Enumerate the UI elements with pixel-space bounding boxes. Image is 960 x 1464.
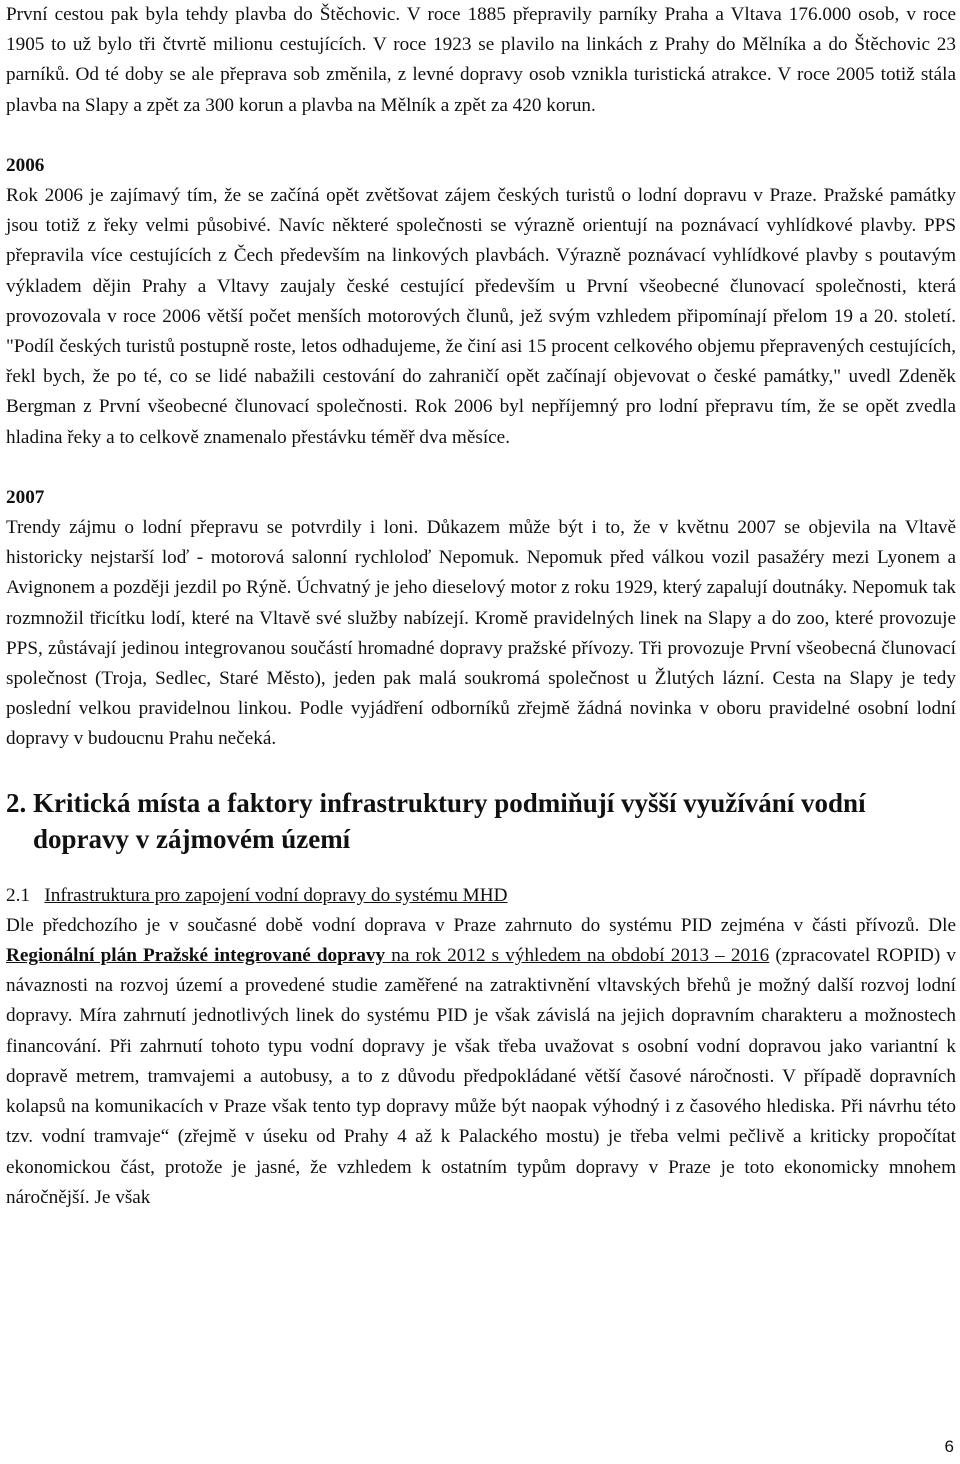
subsection-text-part2: (zpracovatel ROPID) v návaznosti na rozvoj území a provedené studie zaměřené na zatraktivnění vltavských břehů je možný další rozvoj lodní dopravy. Míra zahrnutí jednotlivých linek do systému PID je však závislá na jejich dopravním charakteru a možnostech financování. Při zahrnutí tohoto typu vodní dopravy je však třeba uvažovat s osobní vodní dopravou jako variantní k dopravě metrem, tramvajemi a autobusy, a to z důvodu předpokládané větší časové náročnosti. V případě dopravních kolapsů na komunikacích v Praze však tento typ dopravy může být naopak výhodný i z časového hlediska. Při návrhu této tzv. vodní tramvaje“ (zřejmě v úseku od Prahy 4 až k Palackého mostu) je třeba velmi pečlivě a kriticky propočítat ekonomickou část, protože je jasné, že vzhledem k ostatním typům dopravy v Praze je toto ekonomicky mnohem náročnější. Je však: [6, 945, 957, 1208]
subsection-text: [6, 911, 956, 1213]
regional-plan-link[interactable]: Regionální plán Pražské integrované dopravy: [6, 945, 386, 967]
section-2006-text: Rok 2006 je zajímavý tím, že se začíná opět zvětšovat zájem českých turistů o lodní dopravu v Praze. Pražské památky jsou totiž z řeky velmi působivé. Navíc některé společnosti se výrazně orientují na poznávací vyhlídkové plavby. PPS přepravila více cestujících z Čech především na linkových plavbách. Výrazně poznávací vyhlídkové plavby s poutavým výkladem dějin Prahy a Vltavy zaujaly české cestující především u První všeobecné člunovací společnosti, která provozovala v roce 2006 větší počet menších motorových člunů, jež svým vzhledem připomínají přelom 19 a 20. století. "Podíl českých turistů postupně roste, letos odhadujeme, že činí asi 15 procent celkového objemu přepravených cestujících, řekl bych, že po té, co se lidé nabažili cestování do zahraničí opět začínají objevovat o české památky," uvedl Zdeněk Bergman z První všeobecné člunovací společnosti. Rok 2006 byl nepříjemný pro lodní přepravu tím, že se opět zvedla hladina řeky a to celkově znamenalo přestávku téměř dva měsíce.: [6, 185, 956, 448]
subsection-title: Infrastruktura pro zapojení vodní dopravy do systému MHD: [44, 884, 508, 906]
document-page: [6, 0, 956, 1213]
regional-plan-link-period[interactable]: na rok 2012 s výhledem na období 2013 – 2016: [385, 945, 770, 967]
spacer: [6, 857, 956, 881]
spacer: [6, 755, 956, 785]
spacer: [6, 121, 956, 151]
spacer: [6, 453, 956, 483]
subsection-text-part1: Dle předchozího je v současné době vodní doprava v Praze zahrnuto do systému PID zejména v části přívozů. Dle: [6, 914, 956, 936]
section-2007-heading: 2007: [6, 486, 45, 508]
section-2007-text: Trendy zájmu o lodní přepravu se potvrdily i loni. Důkazem může být i to, že v květnu 2007 se objevila na Vltavě historicky nejstarší loď - motorová salonní rychloloď Nepomuk. Nepomuk před válkou vozil pasažéry mezi Lyonem a Avignonem a později jezdil po Rýně. Úchvatný je jeho dieselový motor z roku 1929, který zapalují doutnáky. Nepomuk tak rozmnožil třicítku lodí, které na Vltavě své služby nabízejí. Kromě pravidelných linek na Slapy a do zoo, které provozuje PPS, zůstávají jedinou integrovanou součástí hromadné dopravy pražské přívozy. Tři provozuje První všeobecná člunovací společnost (Troja, Sedlec, Staré Město), jeden pak malá soukromá společnost u Žlutých lázní. Cesta na Slapy je tedy poslední velkou pravidelnou linkou. Podle vyjádření odborníků zřejmě žádná novinka v oboru pravidelné osobní lodní dopravy v budoucnu Prahu nečeká.: [6, 517, 956, 750]
intro-paragraph: První cestou pak byla tehdy plavba do Štěchovic. V roce 1885 přepravily parníky Praha a Vltava 176.000 osob, v roce 1905 to už bylo tři čtvrtě milionu cestujících. V roce 1923 se plavilo na linkách z Prahy do Mělníka a do Štěchovic 23 parníků. Od té doby se ale přeprava sob změnila, z levné dopravy osob vznikla turistická atrakce. V roce 2005 totiž stála plavba na Slapy a zpět za 300 korun a plavba na Mělník a zpět za 420 korun.: [6, 4, 956, 116]
subsection-number: 2.1: [6, 884, 30, 906]
page-number: 6: [944, 1437, 954, 1456]
subsection-heading: [6, 881, 956, 911]
chapter-heading: 2. Kritická místa a faktory infrastruktury podmiňují vyšší využívání vodní dopravy v zájmovém území: [6, 787, 866, 854]
section-2006-heading: 2006: [6, 154, 45, 176]
